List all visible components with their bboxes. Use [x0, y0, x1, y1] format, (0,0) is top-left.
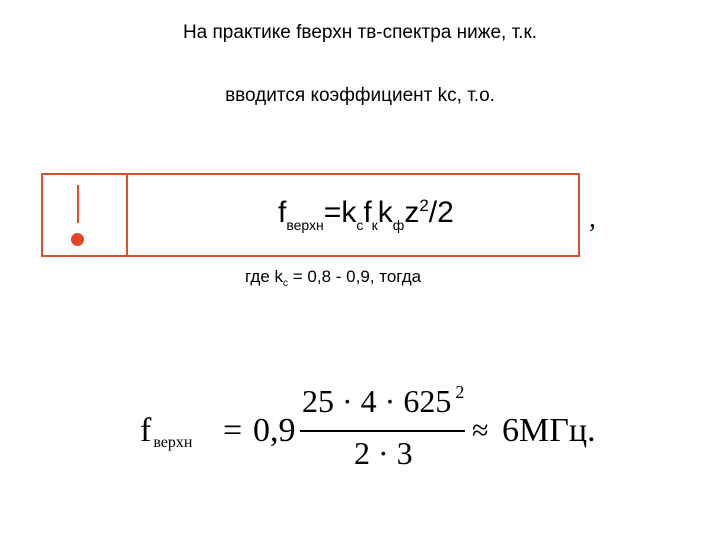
fraction-bar — [300, 430, 465, 432]
formula-box — [41, 173, 580, 257]
formula-symbol: k — [341, 196, 357, 229]
calculation — [140, 380, 610, 470]
formula-subscript: c — [356, 217, 364, 233]
heading-line-2: вводится коэффициент kc, т.о. — [225, 85, 495, 106]
formula-fverhn — [278, 197, 454, 232]
where-prefix: где k — [245, 267, 284, 286]
formula-subscript: ф — [392, 217, 405, 233]
calc-lhs — [140, 412, 192, 452]
formula-tail: /2 — [428, 196, 454, 229]
formula-subscript: к — [371, 217, 378, 233]
box-divider — [126, 175, 128, 255]
calc-equals: = — [223, 412, 243, 449]
formula-superscript: 2 — [419, 196, 429, 215]
formula-subscript: верхн — [286, 217, 324, 233]
formula-comma: , — [589, 203, 596, 234]
calc-subscript: верхн — [153, 434, 193, 451]
formula-symbol: f — [278, 196, 287, 229]
calc-coefficient: 0,9 — [253, 412, 296, 449]
where-rest: = 0,8 - 0,9, тогда — [288, 267, 422, 286]
calc-numerator-power: 2 — [455, 382, 465, 402]
marker-dot-icon — [71, 233, 84, 246]
calc-numerator — [302, 382, 464, 420]
formula-symbol: f — [363, 196, 372, 229]
calc-denominator: 2 · 3 — [354, 435, 413, 471]
calc-numerator-text: 25 · 4 · 625 — [302, 383, 452, 419]
marker-line-icon — [77, 185, 79, 223]
formula-equals: = — [323, 196, 342, 229]
formula-symbol: k — [377, 196, 393, 229]
calc-approx: ≈ — [472, 414, 489, 447]
calc-result: 6МГц. — [502, 412, 596, 449]
formula-symbol: z — [404, 196, 420, 229]
heading-line-1: На практике fверхн тв-спектра ниже, т.к. — [182, 22, 538, 43]
where-line — [245, 267, 421, 289]
calc-symbol: f — [140, 412, 152, 449]
where-subscript: c — [283, 278, 289, 289]
